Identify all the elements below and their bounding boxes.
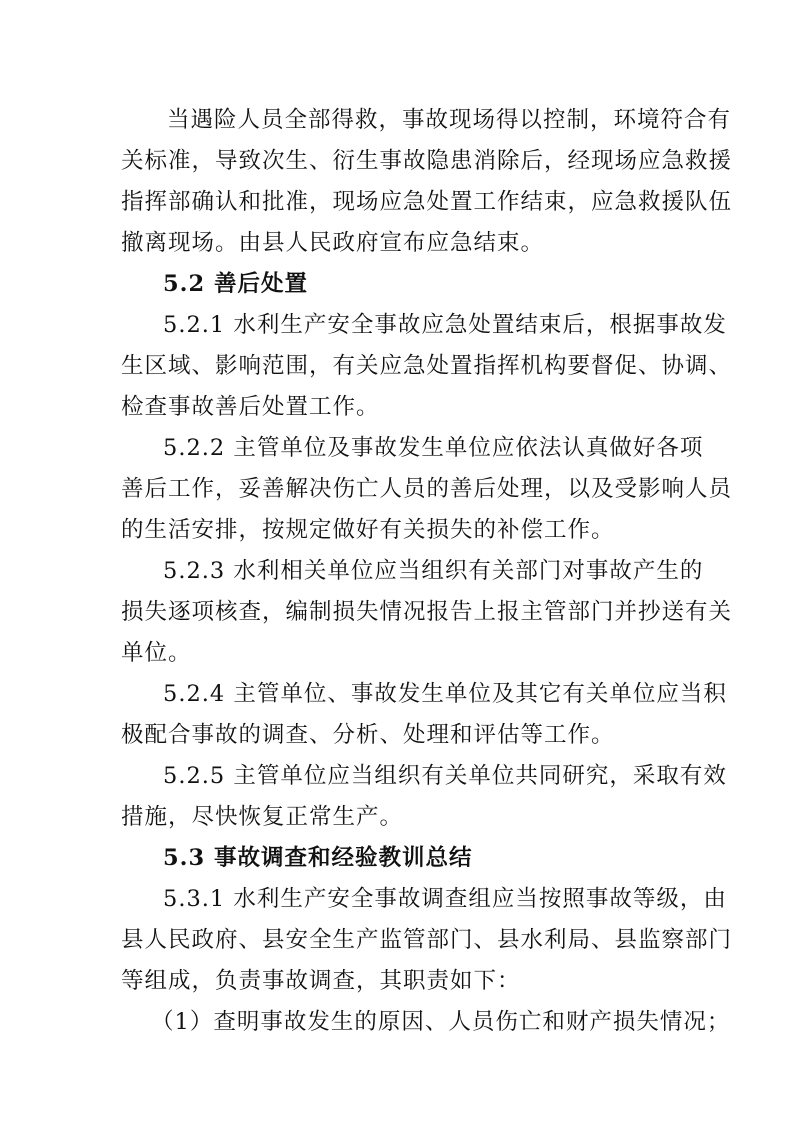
paragraph-line: 5.2.5 主管单位应当组织有关单位共同研究，采取有效: [163, 763, 727, 789]
paragraph-line: 关标准，导致次生、衍生事故隐患消除后，经现场应急救援: [121, 148, 733, 174]
paragraph-line: 等组成，负责事故调查，其职责如下：: [121, 968, 521, 994]
paragraph-line: 5.2.1 水利生产安全事故应急处置结束后，根据事故发: [163, 312, 727, 338]
paragraph-line: 撤离现场。由县人民政府宣布应急结束。: [121, 230, 545, 256]
list-item: （1）查明事故发生的原因、人员伤亡和财产损失情况；: [151, 1009, 731, 1035]
paragraph-line: 5.2.4 主管单位、事故发生单位及其它有关单位应当积: [163, 681, 727, 707]
paragraph-line: 5.2.2 主管单位及事故发生单位应依法认真做好各项: [163, 435, 704, 461]
paragraph-line: 当遇险人员全部得救，事故现场得以控制，环境符合有: [167, 107, 732, 133]
paragraph-line: 5.3.1 水利生产安全事故调查组应当按照事故等级，由: [163, 886, 727, 912]
paragraph-line: 的生活安排，按规定做好有关损失的补偿工作。: [121, 517, 615, 543]
paragraph-line: 善后工作，妥善解决伤亡人员的善后处理，以及受影响人员: [121, 476, 733, 502]
section-heading: 5.3 事故调查和经验教训总结: [163, 845, 473, 871]
paragraph-line: 极配合事故的调查、分析、处理和评估等工作。: [121, 722, 615, 748]
paragraph-line: 措施，尽快恢复正常生产。: [121, 804, 404, 830]
paragraph-line: 单位。: [121, 640, 192, 666]
paragraph-line: 损失逐项核查，编制损失情况报告上报主管部门并抄送有关: [121, 599, 733, 625]
paragraph-line: 生区域、影响范围，有关应急处置指挥机构要督促、协调、: [121, 353, 733, 379]
paragraph-line: 指挥部确认和批准，现场应急处置工作结束，应急救援队伍: [121, 189, 733, 215]
paragraph-line: 5.2.3 水利相关单位应当组织有关部门对事故产生的: [163, 558, 704, 584]
paragraph-line: 县人民政府、县安全生产监管部门、县水利局、县监察部门: [121, 927, 733, 953]
section-heading: 5.2 善后处置: [163, 271, 308, 297]
paragraph-line: 检查事故善后处置工作。: [121, 394, 380, 420]
